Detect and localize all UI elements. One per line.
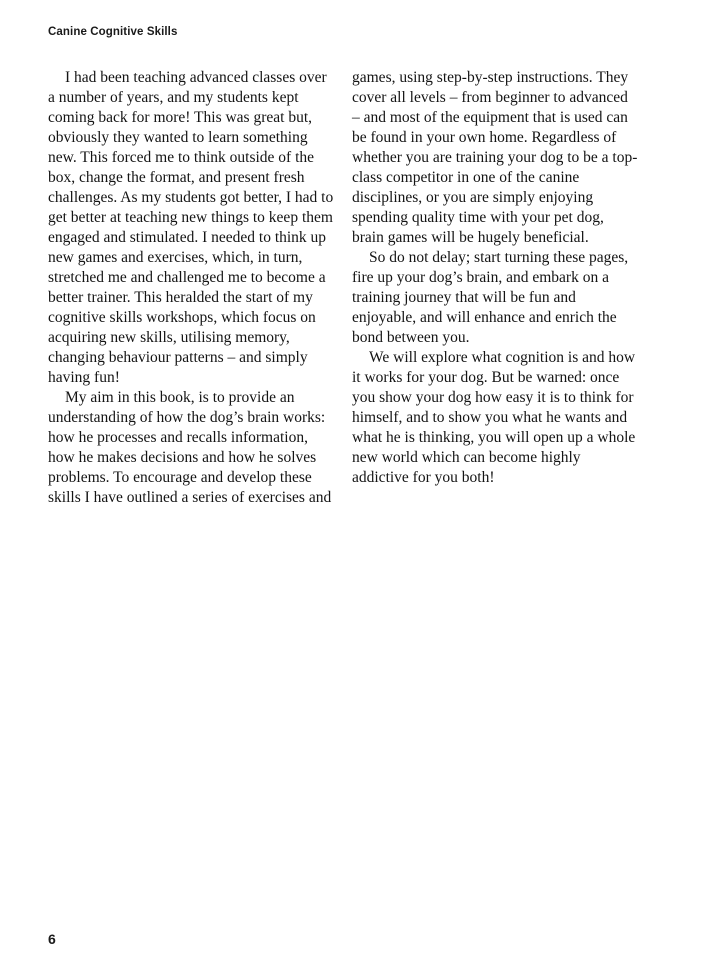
- page-number: 6: [48, 931, 56, 947]
- text-column-left: [48, 68, 334, 508]
- paragraph: games, using step-by-step instructions. They cover all levels – from beginner to advanced – and most of the equipment that is used can be found in your own home. Regardless of whether you are training your dog to be a top-class competitor in one of the canine disciplines, or you are simply enjoying spending quality time with your pet dog, brain games will be hugely beneficial.: [352, 69, 638, 246]
- paragraph: We will explore what cognition is and how it works for your dog. But be warned: once you show your dog how easy it is to think for himself, and to show you what he wants and what he is thinking, you will open up a whole new world which can become highly addictive for you both!: [352, 349, 636, 486]
- paragraph: So do not delay; start turning these pages, fire up your dog’s brain, and embark on a training journey that will be fun and enjoyable, and will enhance and enrich the bond between you.: [352, 249, 629, 346]
- paragraph: I had been teaching advanced classes over a number of years, and my students kept coming back for more! This was great but, obviously they wanted to learn something new. This forced me to think outside of the box, change the format, and present fresh challenges. As my students got better, I had to get better at teaching new things to keep them engaged and stimulated. I needed to think up new games and exercises, which, in turn, stretched me and challenged me to become a better trainer. This heralded the start of my cognitive skills workshops, which focus on acquiring new skills, utilising memory, changing behaviour patterns – and simply having fun!: [48, 69, 334, 386]
- paragraph: My aim in this book, is to provide an understanding of how the dog’s brain works: how he processes and recalls information, how he makes decisions and how he solves problems. To encourage and develop these skills I have outlined a series of exercises and: [48, 389, 332, 506]
- body-text: [48, 68, 638, 508]
- running-header: Canine Cognitive Skills: [48, 26, 178, 38]
- text-column-right: [352, 68, 638, 508]
